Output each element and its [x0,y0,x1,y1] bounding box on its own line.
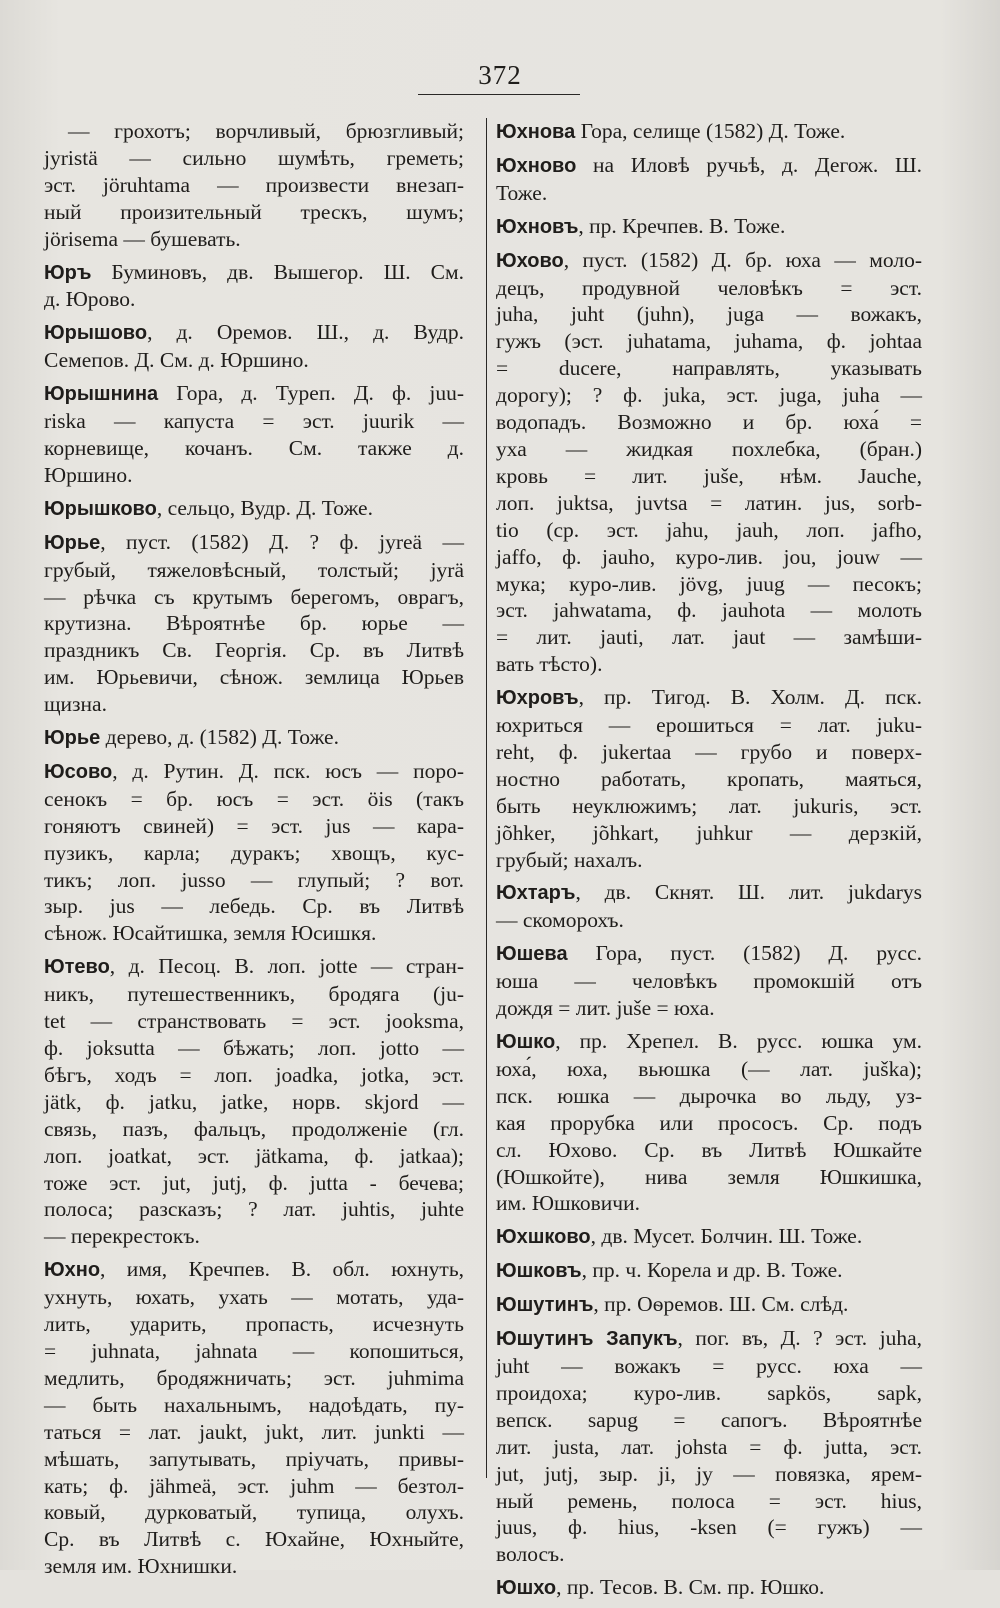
entry-line [44,1256,464,1284]
entry-text: ковый, дурковатый, тупица, олухъ. [44,1500,464,1525]
entry-line [44,981,464,1008]
entry-line [44,584,464,611]
entry-text: tet — странствовать = эст. jooksma, [44,1009,464,1034]
entry-line [496,1137,922,1164]
entry-text: , д. Оремов. Ш., д. Вудр. [147,320,464,345]
entry-text: мука; куро-лив. jövg, juug — песокъ; [496,571,922,596]
entry-text: — грохотъ; ворчливый, брюзгливый; [68,119,464,143]
entry-headword: Юхно [44,1259,101,1282]
entry-line [44,1143,464,1170]
dictionary-entry [44,495,464,523]
entry-line [44,1035,464,1062]
entry-text: juus, ф. hius, -ksen (= гужъ) — [496,1515,922,1540]
entry-text: Юршино. [44,462,133,487]
entry-line [44,1553,464,1580]
dictionary-entry [496,684,922,873]
entry-line [44,1419,464,1446]
entry-text: jörisema — бушевать. [44,226,241,251]
entry-line [496,940,922,968]
entry-line [44,1223,464,1250]
entry-text: лоп. joatkat, эст. jätkama, ф. jatkaa); [44,1143,464,1168]
dictionary-entry [496,152,922,207]
entry-line [44,145,464,172]
entry-text: кровь = лит. juše, нѣм. Jauche, [496,463,922,488]
entry-line [496,490,922,517]
entry-text: riska — капуста = эст. juurik — [44,409,464,434]
entry-line [44,1284,464,1311]
entry-line [44,1116,464,1143]
entry-headword: Юшхо [496,1577,557,1600]
entry-headword: Юшутинъ Запукъ [496,1328,678,1351]
entry-line [44,1392,464,1419]
entry-line [44,226,464,253]
entry-text: Гора, селище (1582) Д. Тоже. [575,119,846,143]
entry-text: пузикъ, карла; дуракъ; хвощъ, кус- [44,840,464,865]
entry-line [496,463,922,490]
entry-line [496,995,922,1022]
column-divider [486,118,487,1478]
entry-text: юша — человѣкъ промокшій отъ [496,969,922,994]
entry-line [44,347,464,374]
dictionary-entry [44,118,464,253]
entry-text: Буминовъ, дв. Вышегор. Ш. См. [91,259,464,284]
entry-headword: Юхнова [496,121,576,143]
entry-headword: Юхновъ [496,215,579,238]
entry-text: jaffo, ф. jauho, куро-лив. jou, jouw — [496,544,922,569]
entry-text: ухнуть, юхать, ухать — мотать, уда- [44,1285,464,1310]
entry-text: Тоже. [496,180,548,205]
entry-text: уха — жидкая похлебка, (бран.) [496,436,922,461]
entry-text: быть неуклюжимъ; лат. jukuris, эст. [496,793,922,818]
entry-line [44,1446,464,1473]
entry-line [496,544,922,571]
entry-headword: Юшко [496,1031,556,1053]
entry-headword: Юхово [496,249,564,272]
entry-text: полоса; разсказъ; ? лат. juhtis, juhte [44,1197,464,1222]
entry-line [496,1190,922,1217]
entry-line [496,1434,922,1461]
dictionary-entry [496,879,922,934]
entry-text: , пр. Тигод. В. Холм. Д. пск. [578,685,922,710]
dictionary-entry [44,380,464,489]
entry-text: праздникъ Св. Георгія. Ср. въ Литвѣ [44,638,464,663]
entry-text: грубый; нахалъ. [496,847,643,872]
entry-text: , пр. Тесов. В. См. пр. Юшко. [556,1575,825,1600]
entry-text: = juhnata, jahnata — копошиться, [44,1338,464,1363]
header-rule [418,94,580,95]
entry-headword: Юрышово [44,322,148,345]
entry-line [496,684,922,712]
dictionary-entry [44,319,464,374]
entry-line [496,1325,922,1353]
entry-line [44,495,464,523]
entry-line [496,1353,922,1380]
entry-line [44,813,464,840]
page-number: 372 [478,60,522,90]
entry-line [496,968,922,995]
entry-line [496,1083,922,1110]
entry-text: зыр. jus — лебедь. Ср. въ Литвѣ [44,894,464,919]
entry-text: никъ, путешественникъ, бродяга (ju- [44,982,464,1007]
entry-text: jyristä — сильно шумѣть, греметь; [44,145,464,170]
entry-line [44,1062,464,1089]
entry-text: , д. Рутин. Д. пск. юсъ — поро- [112,758,464,783]
entry-text: = лит. jauti, лат. jaut — замѣши- [496,625,922,650]
entry-text: ный ремень, полоса = эст. hius, [496,1488,922,1513]
entry-headword: Юрышнина [44,383,159,406]
entry-text: juht — вожакъ = русс. юха — [496,1353,922,1378]
dictionary-entry [496,940,922,1022]
entry-text: щизна. [44,692,107,717]
entry-line [496,651,922,678]
entry-line [496,907,922,934]
entry-text: эст. jahwatama, ф. jauhota — молоть [496,598,922,623]
entry-line [496,1110,922,1137]
entry-text: , дв. Скнят. Ш. лит. jukdarys [575,880,922,905]
entry-text: им. Юрьевичи, сѣнож. землица Юрьев [44,665,464,690]
entry-text: лоп. juktsa, juvtsa = латин. jus, sorb- [496,490,922,515]
dictionary-entry [44,953,464,1250]
entry-text: дерево, д. (1582) Д. Тоже. [100,725,339,750]
entry-headword: Юръ [44,261,92,284]
entry-text: reht, ф. jukertaa — грубо и поверх- [496,739,922,764]
entry-text: , пог. въ, Д. ? эст. juha, [677,1326,922,1351]
entry-text: tio (ср. эст. jahu, jauh, лоп. jafho, [496,517,922,542]
entry-line [496,517,922,544]
entry-line [44,1008,464,1035]
dictionary-entry [44,259,464,314]
entry-text: децъ, продувной человѣкъ = эст. [496,275,922,300]
left-column [44,118,464,1586]
entry-line [496,571,922,598]
entry-text: связь, пазъ, фальцъ, продолженіе (гл. [44,1116,464,1141]
entry-text: , сельцо, Вудр. Д. Тоже. [156,495,373,520]
entry-line [496,1574,922,1602]
entry-text: гужъ (эст. juhatama, juhama, ф. johtaa [496,329,922,354]
dictionary-entry [496,247,922,679]
entry-text: , дв. Мусет. Болчин. Ш. Тоже. [590,1224,863,1249]
entry-text: медлить, бродяжничать; эст. juhmima [44,1365,464,1390]
dictionary-entry [496,1028,922,1217]
entry-line [44,786,464,813]
entry-text: сенокъ = бр. юсъ = эст. öis (такъ [44,786,464,811]
entry-text: Гора, пуст. (1582) Д. русс. [567,941,922,966]
entry-text: juha, juht (juhn), juga — вожакъ, [496,302,922,327]
dictionary-entry [44,758,464,947]
entry-text: юха́, юха, вьюшка (— лат. juška); [496,1056,922,1081]
entry-text: , пр. ч. Корела и др. В. Тоже. [581,1258,843,1283]
dictionary-entry [496,213,922,241]
entry-text: = ducere, направлять, указывать [496,356,922,381]
entry-text: тикъ; лоп. jusso — глупый; ? вот. [44,867,464,892]
entry-text: jõhker, jõhkart, juhkur — дерзкій, [496,820,922,845]
entry-line [496,712,922,739]
entry-line [496,152,922,180]
entry-text: Ср. въ Литвѣ с. Юхайне, Юхныйте, [44,1527,464,1552]
entry-text: на Иловѣ ручьѣ, д. Дегож. Ш. [576,152,922,177]
entry-text: (Юшкойте), нива земля Юшкишка, [496,1164,922,1189]
entry-line [496,793,922,820]
entry-line [44,259,464,287]
entry-text: пск. юшка — дырочка во льду, уз- [496,1083,922,1108]
dictionary-entry [44,724,464,752]
entry-headword: Юхтаръ [496,882,576,905]
dictionary-entry [44,1256,464,1580]
entry-line [496,597,922,624]
entry-line [44,557,464,584]
entry-line [496,180,922,207]
entry-line [44,758,464,786]
entry-text: эст. jöruhtama — произвести внезап- [44,172,464,197]
entry-line [44,172,464,199]
entry-line [44,199,464,226]
entry-text: , пуст. (1582) Д. ? ф. jyreä — [100,529,464,554]
entry-line [44,1170,464,1197]
entry-line [44,286,464,313]
entry-line [496,118,922,146]
entry-line [496,1514,922,1541]
entry-line [496,301,922,328]
entry-line [496,1257,922,1285]
entry-line [44,691,464,718]
entry-text: сл. Юхово. Ср. въ Литвѣ Юшкайте [496,1137,922,1162]
entry-headword: Юшковъ [496,1260,582,1283]
entry-line [44,435,464,462]
entry-text: грубый, тяжеловѣсный, толстый; jyrä [44,557,464,582]
entry-line [496,355,922,382]
entry-line [496,1056,922,1083]
entry-line [496,879,922,907]
entry-text: дорогу); ? ф. juka, эст. juga, juha — [496,383,922,408]
entry-text: лит. justa, лат. johsta = ф. jutta, эст. [496,1434,922,1459]
entry-text: тоже эст. jut, jutj, ф. jutta - бечева; [44,1170,464,1195]
entry-headword: Юрье [44,727,101,750]
right-column [496,118,922,1608]
entry-text: вепск. sapug = сапогъ. Вѣроятнѣе [496,1407,922,1432]
entry-line [496,847,922,874]
entry-text: им. Юшковичи. [496,1191,640,1216]
entry-text: волосъ. [496,1542,565,1567]
entry-text: бѣгъ, ходъ = лоп. joadka, jotka, эст. [44,1062,464,1087]
entry-line [496,213,922,241]
entry-line [496,275,922,302]
entry-line [496,409,922,436]
entry-line [44,1338,464,1365]
entry-line [44,408,464,435]
entry-line [44,1526,464,1553]
entry-text: ный произительный трескъ, шумъ; [44,199,464,224]
entry-text: ф. joksutta — бѣжать; лоп. jotto — [44,1036,464,1060]
entry-text: Гора, д. Туреп. Д. ф. juu- [158,381,464,406]
entry-text: крутизна. Вѣроятнѣе бр. юрье — [44,611,464,636]
entry-text: кая прорубка или прососъ. Ср. подъ [496,1110,922,1135]
entry-text: — скоморохъ. [496,908,624,933]
entry-headword: Юшутинъ [496,1294,594,1317]
entry-text: , пуст. (1582) Д. бр. юха — моло- [563,247,922,272]
entry-headword: Юрье [44,531,101,554]
entry-text: jut, jutj, зыр. ji, jy — повязка, ярем- [496,1461,922,1486]
entry-line [496,1407,922,1434]
entry-line [496,1223,922,1251]
entry-line [496,328,922,355]
entry-headword: Юрышково [44,497,157,520]
entry-text: , имя, Кречпев. В. обл. юхнуть, [100,1257,464,1282]
entry-text: лить, ударить, пропасть, исчезнуть [44,1312,464,1337]
entry-line [496,1291,922,1319]
entry-line [496,1380,922,1407]
entry-text: , пр. Хрепел. В. русс. юшка ум. [555,1029,922,1053]
entry-line [44,1365,464,1392]
entry-line [44,637,464,664]
entry-line [496,1541,922,1568]
entry-line [496,1164,922,1191]
entry-text: гоняютъ свиней) = эст. jus — кара- [44,813,464,838]
entry-text: jätk, ф. jatku, jatke, норв. skjord — [44,1089,464,1114]
entry-line [44,1311,464,1338]
entry-line [44,1473,464,1500]
entry-line [496,1488,922,1515]
entry-headword: Юсово [44,760,113,783]
entry-line [44,840,464,867]
entry-headword: Юхровъ [496,687,579,710]
entry-line [496,1028,922,1056]
dictionary-entry [496,1291,922,1319]
entry-line [44,610,464,637]
entry-line [496,624,922,651]
entry-line [44,953,464,981]
entry-line [44,319,464,347]
entry-text: таться = лат. jaukt, jukt, лит. junkti — [44,1419,464,1444]
entry-text: проидоха; куро-лив. sapkös, sapk, [496,1380,922,1405]
entry-text: Семепов. Д. См. д. Юршино. [44,348,309,373]
dictionary-entry [496,1257,922,1285]
entry-line [44,920,464,947]
entry-text: вать тѣсто). [496,652,603,677]
entry-text: кать; ф. jähmeä, эст. juhm — безтол- [44,1473,464,1498]
entry-text: д. Юрово. [44,287,136,312]
entry-line [44,462,464,489]
entry-headword: Юхново [496,154,577,177]
entry-line [44,118,464,145]
entry-text: — быть нахальнымъ, надоѣдать, пу- [44,1392,464,1417]
entry-text: — перекрестокъ. [44,1224,200,1249]
entry-line [496,382,922,409]
entry-text: сѣнож. Юсайтишка, земля Юсишкя. [44,921,377,946]
entry-line [44,1499,464,1526]
entry-line [496,820,922,847]
entry-line [496,436,922,463]
entry-text: — рѣчка съ крутымъ берегомъ, оврагъ, [44,584,464,609]
entry-line [496,247,922,275]
entry-headword: Ютево [44,956,110,979]
dictionary-entry [44,529,464,718]
entry-text: земля им. Юхнишки. [44,1554,238,1579]
dictionary-entry [496,1574,922,1602]
entry-line [44,664,464,691]
entry-line [44,529,464,557]
entry-text: дождя = лит. juše = юха. [496,996,715,1021]
dictionary-entry [496,118,922,146]
entry-text: , пр. Оѳремов. Ш. См. слѣд. [593,1292,849,1317]
entry-line [44,1196,464,1223]
entry-text: мѣшать, запутывать, пріучать, привы- [44,1446,464,1471]
dictionary-entry [496,1223,922,1251]
entry-line [496,766,922,793]
entry-line [44,867,464,894]
entry-text: водопадъ. Возможно и бр. юха́ = [496,410,922,435]
entry-headword: Юхшково [496,1226,591,1249]
entry-line [44,1089,464,1116]
entry-line [496,1461,922,1488]
entry-text: корневище, кочанъ. См. также д. [44,435,464,460]
entry-text: ностно работать, кропать, маяться, [496,766,922,791]
entry-line [44,724,464,752]
entry-text: , пр. Кречпев. В. Тоже. [578,213,786,238]
dictionary-entry [496,1325,922,1568]
entry-line [44,893,464,920]
entry-text: юхриться — ерошиться = лат. juku- [496,713,922,738]
entry-line [496,739,922,766]
entry-line [44,380,464,408]
entry-headword: Юшева [496,943,568,966]
entry-text: , д. Песоц. В. лоп. jotte — стран- [109,954,464,979]
